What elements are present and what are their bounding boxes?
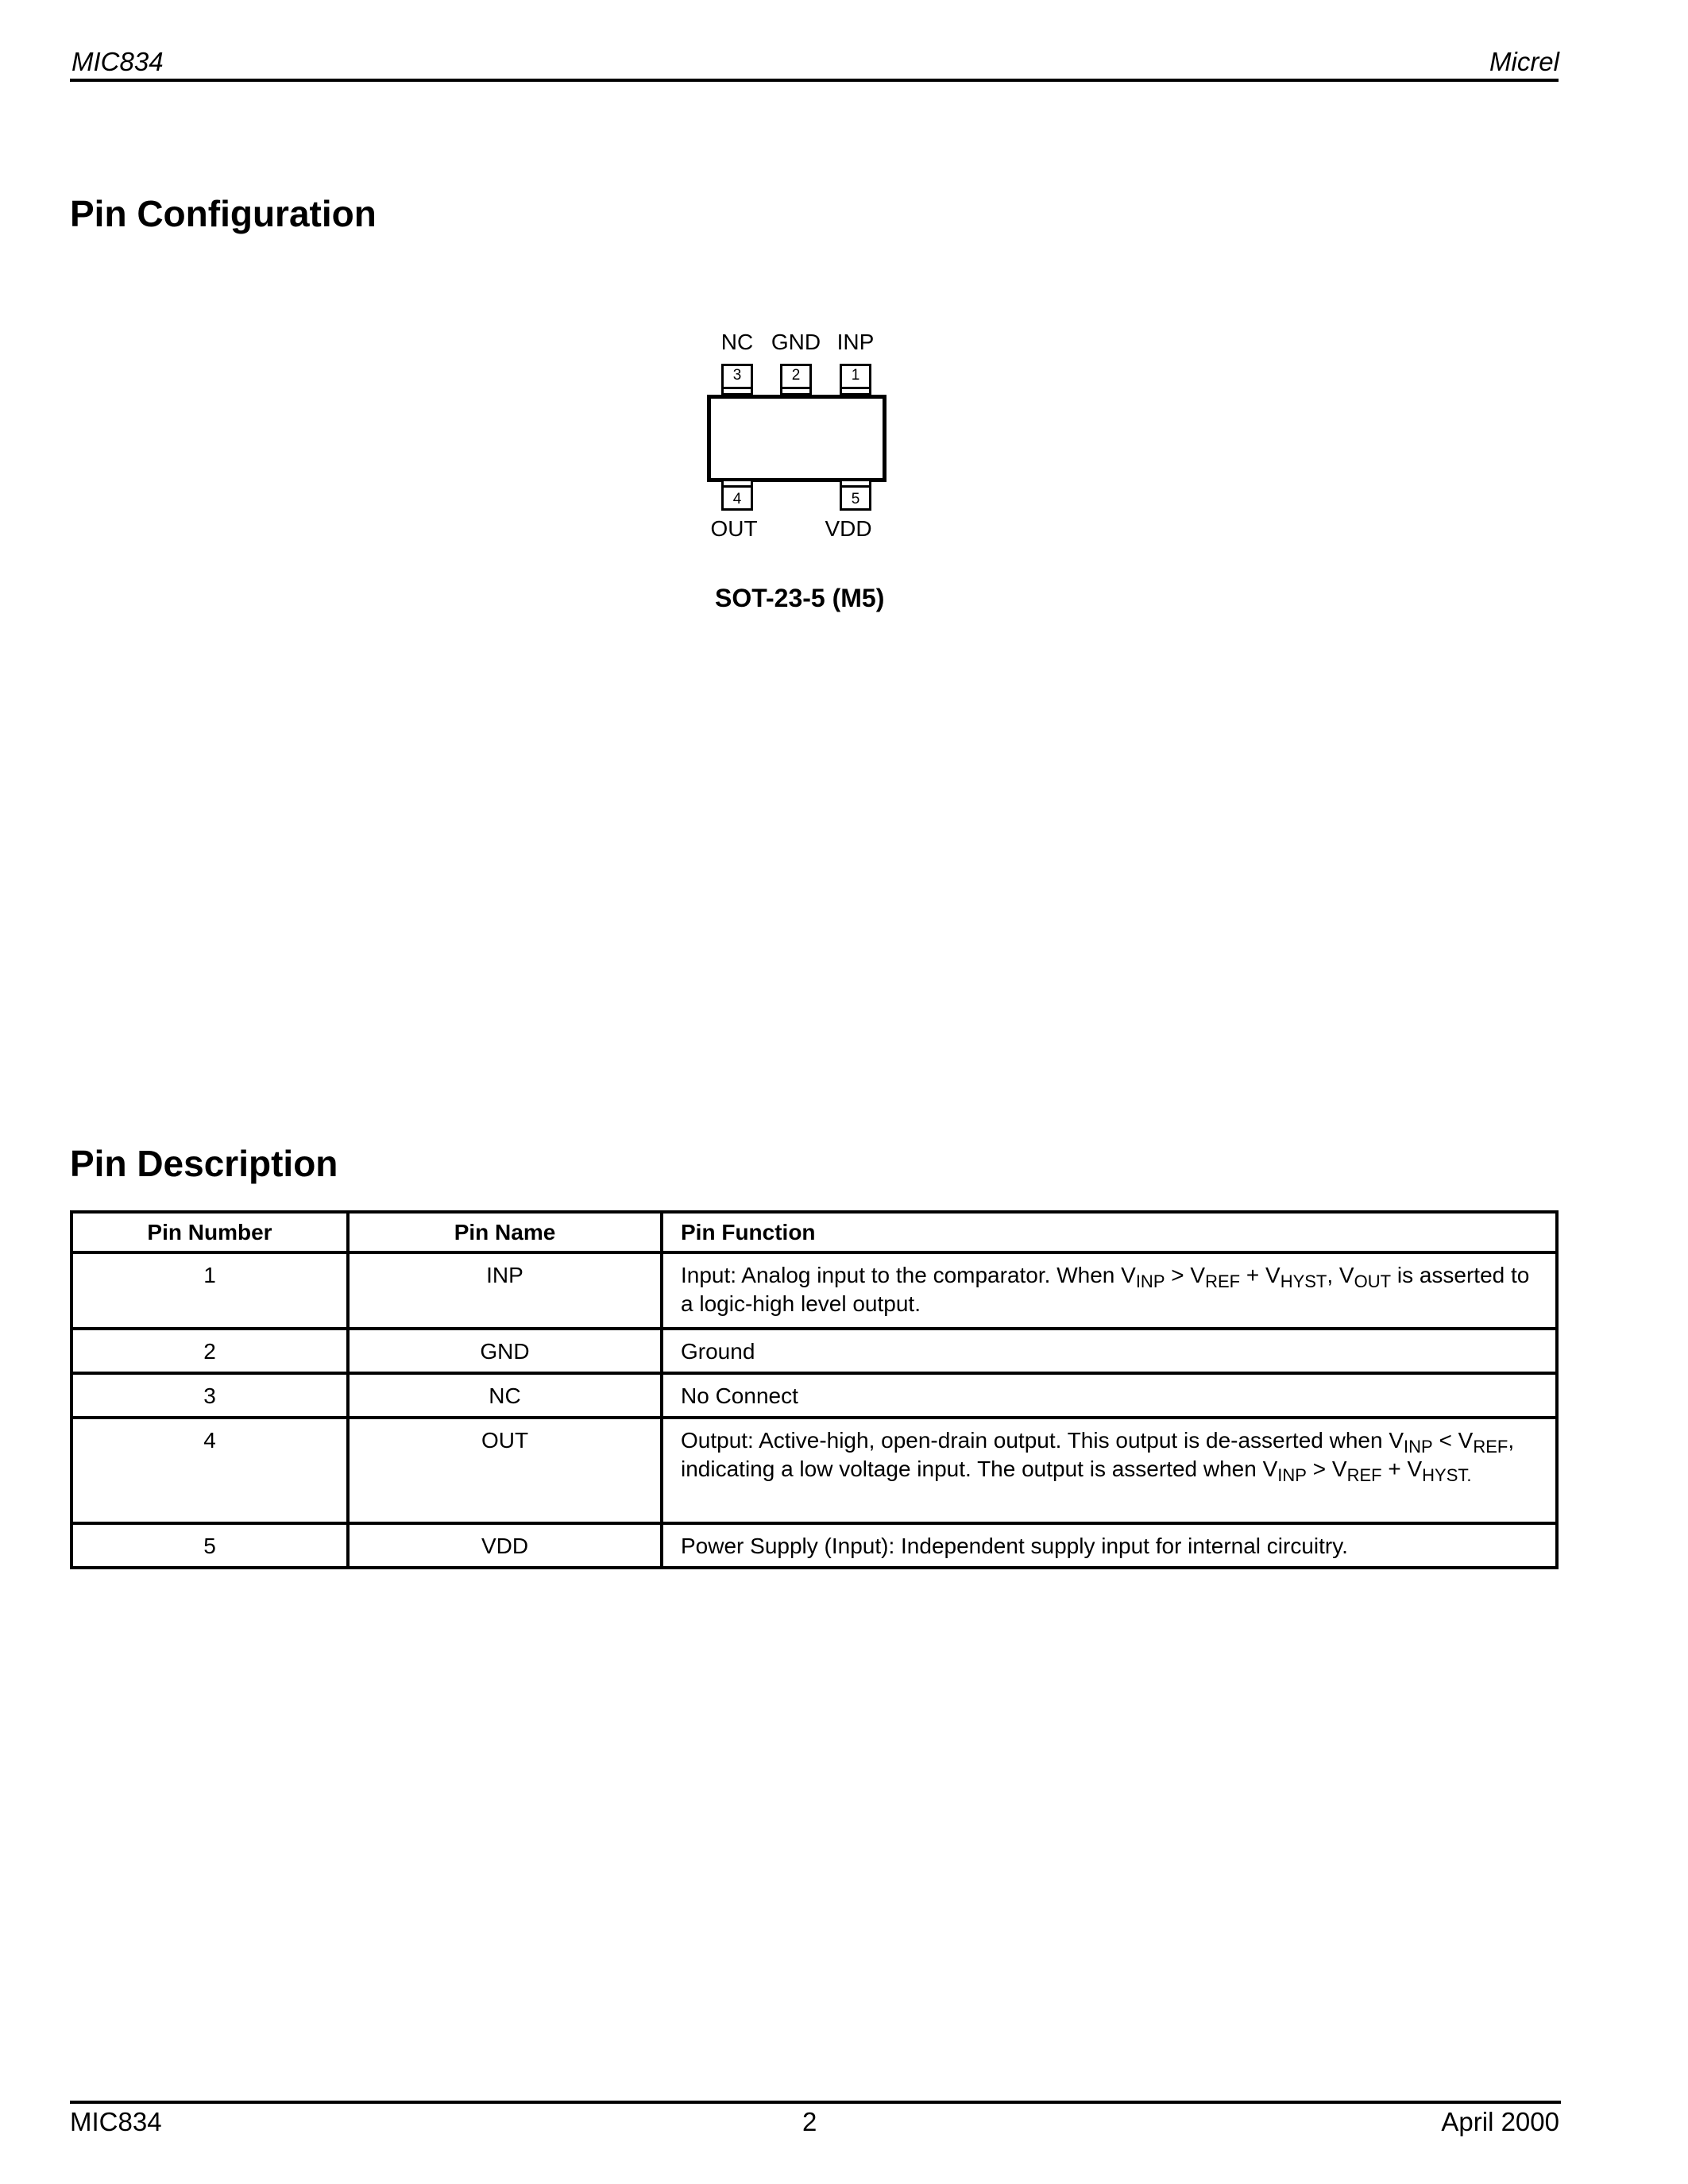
pin-function-cell: Ground	[662, 1329, 1557, 1373]
table-row	[71, 1252, 1557, 1329]
pin-4-number: 4	[732, 491, 742, 507]
pin-label-gnd: GND	[771, 330, 821, 354]
column-header-pin-name: Pin Name	[348, 1212, 662, 1252]
pin-description-table	[70, 1210, 1559, 1569]
pin-name-cell: NC	[348, 1373, 662, 1418]
pin-label-out: OUT	[710, 516, 758, 541]
pin-function-cell: Output: Active-high, open-drain output. This output is de-asserted when $V_{INP} < V_{REF}$, indicating a low voltage input. The output is asserted when $V_{INP} > V_{REF} + V_{HYST.}$	[662, 1418, 1557, 1523]
pin-number-cell: 3	[71, 1373, 348, 1418]
pin-3-lead	[724, 387, 751, 389]
pin-label-vdd: VDD	[825, 516, 872, 541]
column-header-pin-number: Pin Number	[71, 1212, 348, 1252]
pin-number-cell: 4	[71, 1418, 348, 1523]
pin-description-heading: Pin Description	[70, 1143, 338, 1184]
table-header-row	[71, 1212, 1557, 1252]
pin-3-box	[721, 364, 753, 396]
pin-function-cell: No Connect	[662, 1373, 1557, 1418]
pin-name-cell: GND	[348, 1329, 662, 1373]
pin-label-nc: NC	[720, 330, 754, 354]
table-row	[71, 1523, 1557, 1568]
pin-4-lead	[724, 485, 751, 488]
pin-2-lead	[782, 387, 809, 389]
pin-number-cell: 1	[71, 1252, 348, 1329]
pin-function-cell: Input: Analog input to the comparator. When $V_{INP} > V_{REF} + V_{HYST}$, $V_{OUT}$ is asserted to a logic-high level output.	[662, 1252, 1557, 1329]
table-row	[71, 1373, 1557, 1418]
pin-function-cell: Power Supply (Input): Independent supply input for internal circuitry.	[662, 1523, 1557, 1568]
pin-2-number: 2	[791, 367, 801, 384]
pin-1-lead	[842, 387, 869, 389]
pin-label-inp: INP	[836, 330, 875, 354]
pin-4-box	[721, 479, 753, 511]
pin-name-cell: OUT	[348, 1418, 662, 1523]
pin-number-cell: 5	[71, 1523, 348, 1568]
header-rule	[70, 79, 1559, 82]
pin-1-box	[840, 364, 871, 396]
pin-name-cell: INP	[348, 1252, 662, 1329]
pin-5-number: 5	[851, 491, 860, 507]
footer-rule	[70, 2101, 1561, 2104]
column-header-pin-function: Pin Function	[662, 1212, 1557, 1252]
table-row	[71, 1329, 1557, 1373]
header-part-number: MIC834	[71, 47, 164, 76]
table-row	[71, 1418, 1557, 1523]
header-company: Micrel	[1489, 47, 1559, 76]
pin-2-box	[780, 364, 812, 396]
pin-5-box	[840, 479, 871, 511]
pin-3-number: 3	[732, 367, 742, 384]
footer-part-number: MIC834	[70, 2107, 162, 2136]
pin-number-cell: 2	[71, 1329, 348, 1373]
pin-1-number: 1	[851, 367, 860, 384]
package-label: SOT-23-5 (M5)	[715, 584, 885, 612]
pin-name-cell: VDD	[348, 1523, 662, 1568]
footer-page-number: 2	[802, 2107, 817, 2136]
pin-configuration-heading: Pin Configuration	[70, 193, 377, 234]
pin-5-lead	[842, 485, 869, 488]
footer-date: April 2000	[1441, 2107, 1559, 2136]
ic-package-body	[707, 395, 886, 482]
